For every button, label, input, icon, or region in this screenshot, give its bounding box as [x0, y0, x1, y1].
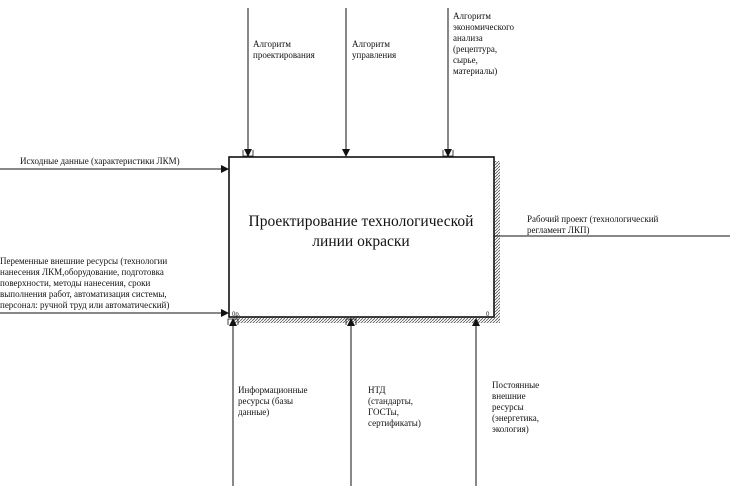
- control-label-3: Алгоритм экономического анализа (рецептура, сырье, материалы): [453, 11, 515, 76]
- mechanism-label-3: Постоянные внешние ресурсы (энергетика, экология): [492, 380, 540, 434]
- control-label-2: Алгоритм управления: [352, 39, 397, 60]
- node-number: 0: [486, 312, 490, 318]
- cost-label: 0р.: [232, 312, 241, 318]
- control-label-1: Алгоритм проектирования: [253, 39, 315, 60]
- activity-title: Проектирование технологической линии окраски: [248, 213, 474, 250]
- input-label-1: Исходные данные (характеристики ЛКМ): [20, 156, 180, 166]
- input-label-2: Переменные внешние ресурсы (технологии нанесения ЛКМ,оборудование, подготовка поверхности, методы нанесения, сроки выполнения работ, автоматизация системы, персонал: ручной труд или автоматический): [0, 256, 170, 310]
- output-label-1: Рабочий проект (технологический регламент ЛКП): [527, 214, 659, 235]
- mechanism-label-1: Информационные ресурсы (базы данные): [238, 385, 308, 417]
- mechanism-label-2: НТД (стандарты, ГОСТы, сертификаты): [368, 385, 421, 428]
